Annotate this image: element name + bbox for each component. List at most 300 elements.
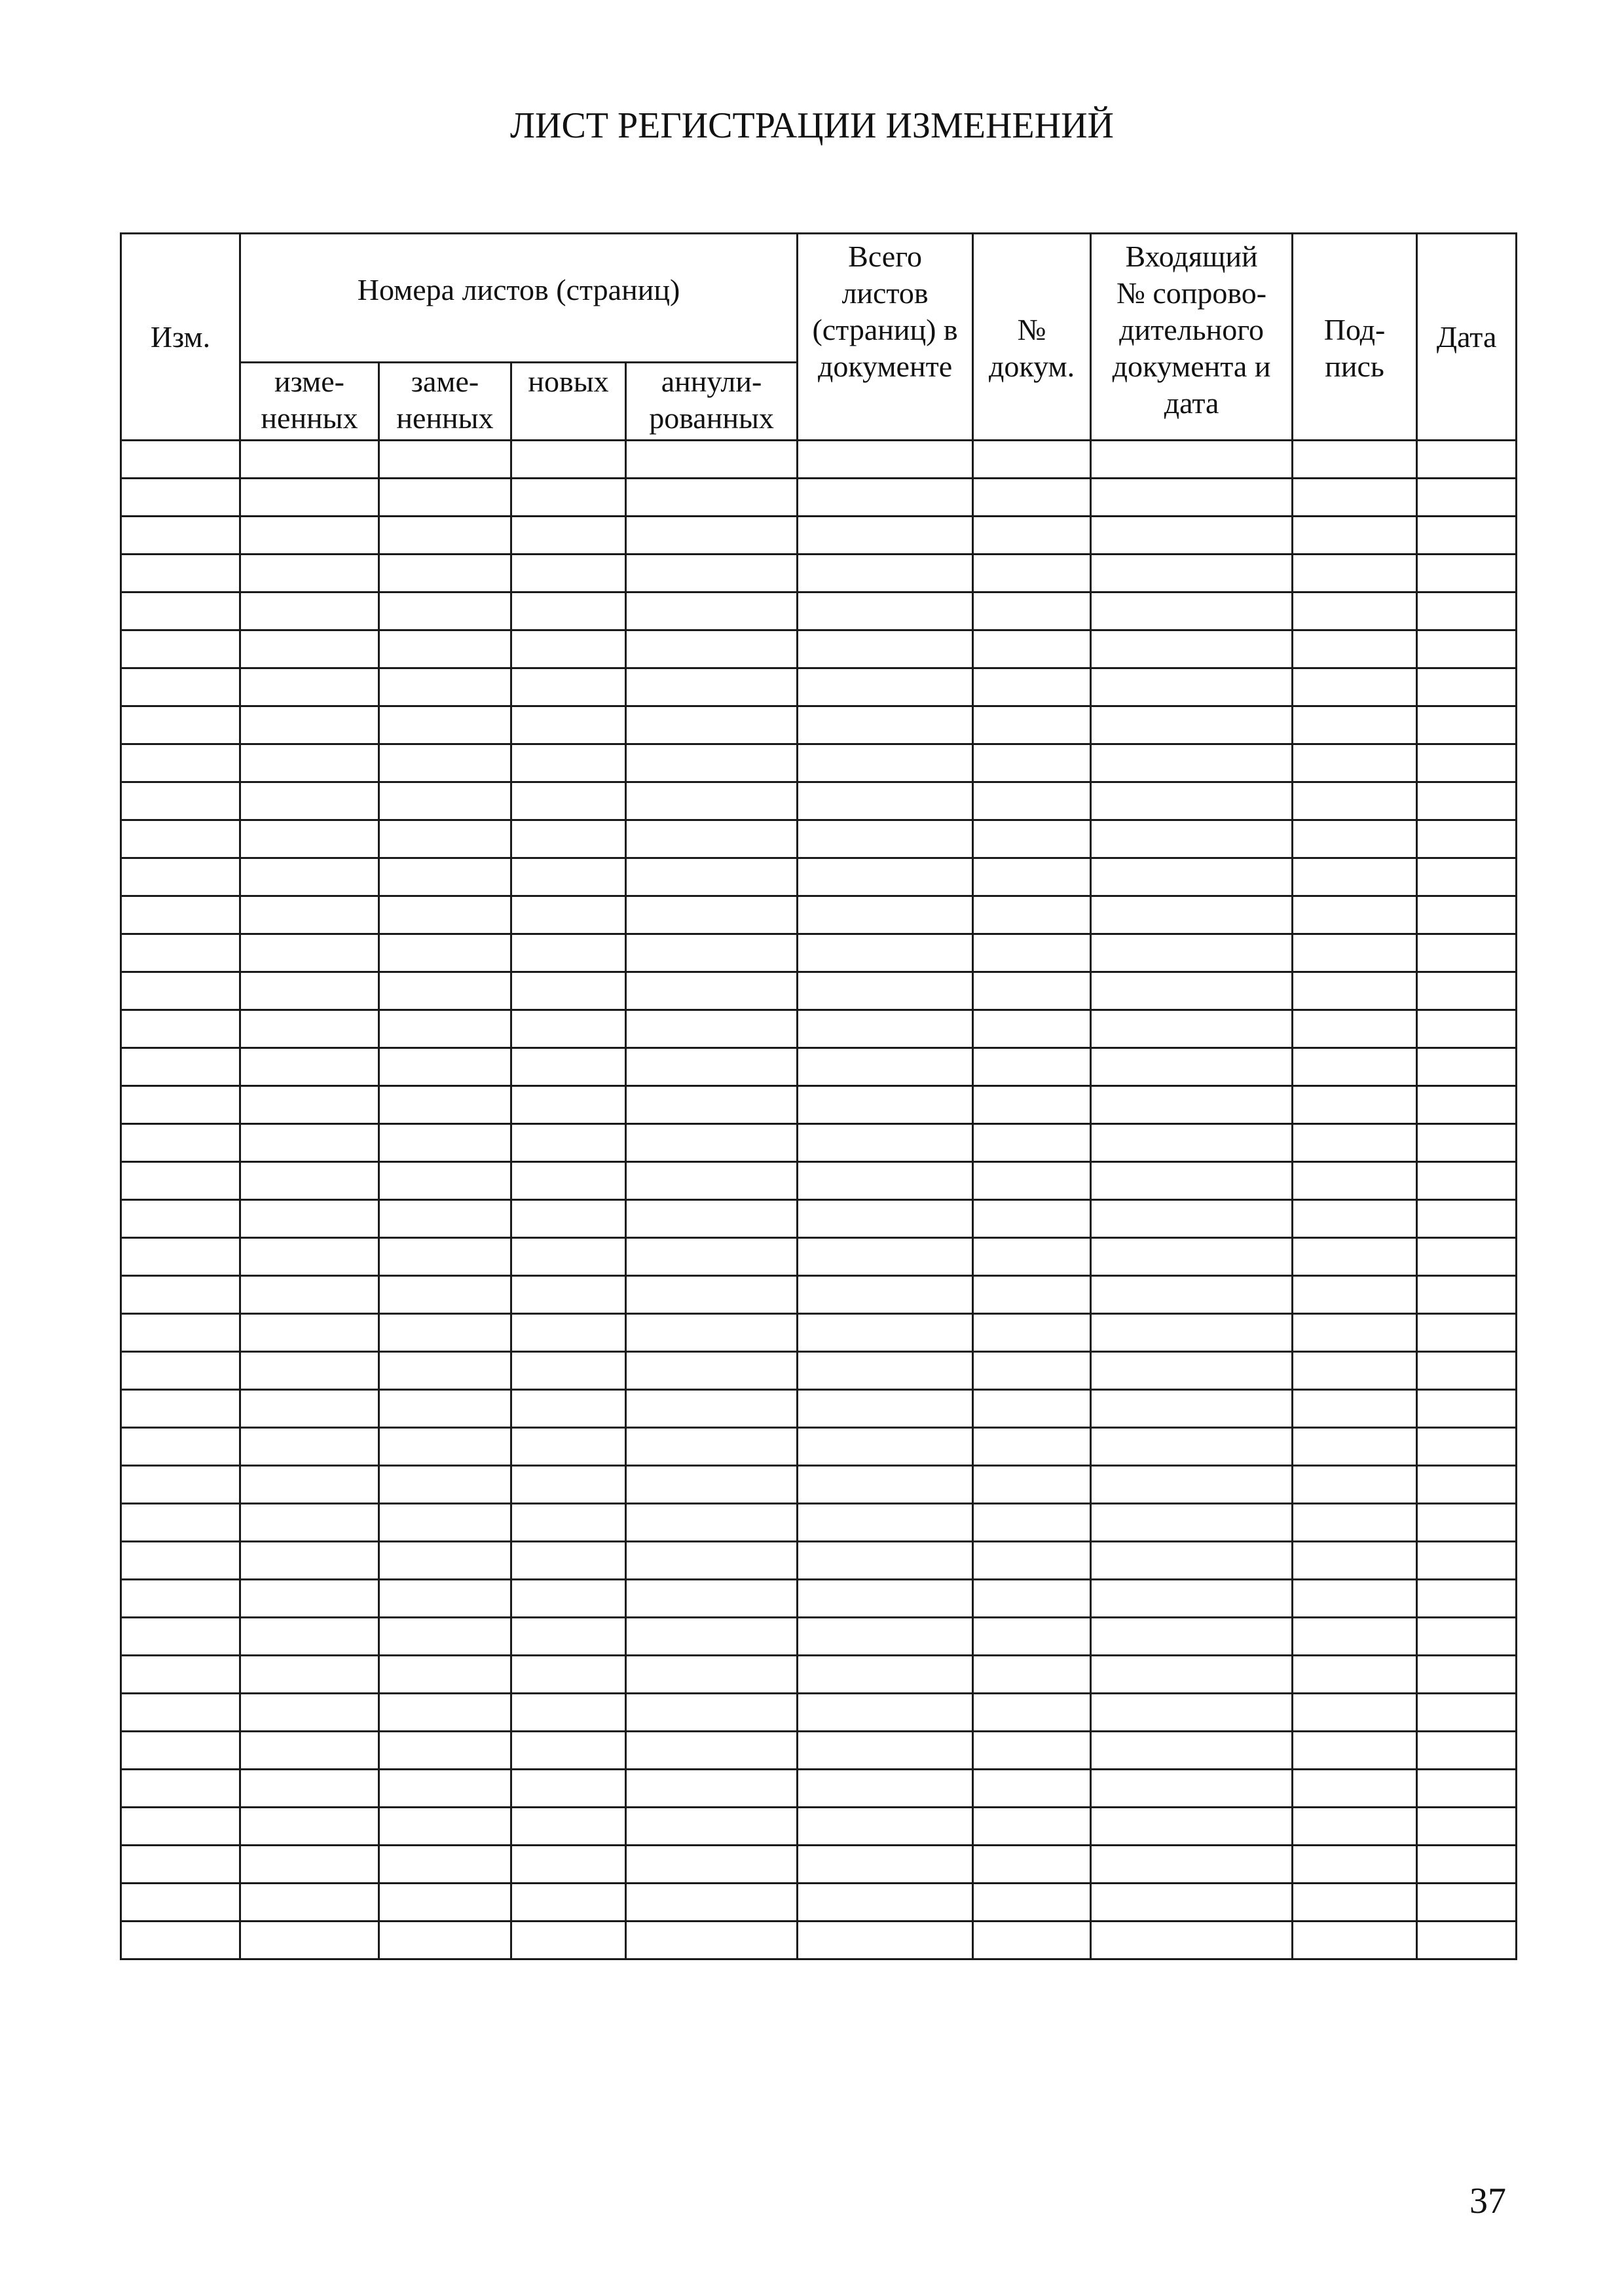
table-cell [511, 934, 626, 972]
table-cell [973, 1884, 1091, 1922]
header-doc-number [973, 234, 1091, 441]
table-cell [1293, 972, 1417, 1010]
table-cell [379, 1010, 511, 1048]
table-cell [511, 668, 626, 706]
table-cell [798, 1580, 973, 1618]
table-cell [1293, 1390, 1417, 1428]
table-cell [240, 1884, 379, 1922]
table-cell [1417, 592, 1517, 630]
header-changed [240, 363, 379, 441]
table-cell [511, 1732, 626, 1770]
table-cell [973, 1846, 1091, 1884]
table-row [121, 820, 1517, 858]
table-cell [1091, 858, 1293, 896]
table-cell [379, 1656, 511, 1694]
table-cell [240, 1618, 379, 1656]
table-cell [379, 1846, 511, 1884]
table-row [121, 1770, 1517, 1808]
table-cell [973, 630, 1091, 668]
table-cell [379, 744, 511, 782]
table-cell [1091, 1846, 1293, 1884]
table-cell [973, 1010, 1091, 1048]
table-cell [1091, 630, 1293, 668]
table-cell [240, 1162, 379, 1200]
table-cell [798, 896, 973, 934]
table-cell [973, 1352, 1091, 1390]
table-cell [379, 1732, 511, 1770]
table-cell [1091, 1580, 1293, 1618]
table-cell [240, 1086, 379, 1124]
table-cell [511, 1428, 626, 1466]
table-cell [798, 1770, 973, 1808]
table-cell [626, 1162, 798, 1200]
table-cell [1091, 1086, 1293, 1124]
header-changed-line: изме- [274, 365, 344, 398]
table-cell [1293, 668, 1417, 706]
header-incoming-doc-line: дительного [1119, 313, 1264, 346]
table-cell [240, 744, 379, 782]
table-cell [1417, 820, 1517, 858]
table-cell [1417, 1314, 1517, 1352]
table-cell [379, 1504, 511, 1542]
table-cell [1417, 1808, 1517, 1846]
table-cell [379, 1466, 511, 1504]
table-cell [240, 782, 379, 820]
table-cell [798, 1238, 973, 1276]
table-cell [798, 934, 973, 972]
table-cell [1417, 1200, 1517, 1238]
table-cell [379, 1390, 511, 1428]
table-cell [1293, 1314, 1417, 1352]
table-cell [379, 896, 511, 934]
table-row [121, 1428, 1517, 1466]
table-cell [511, 1580, 626, 1618]
header-incoming-doc-line: Входящий [1125, 240, 1258, 273]
table-row [121, 1086, 1517, 1124]
table-cell [121, 1086, 240, 1124]
header-signature [1293, 234, 1417, 441]
table-cell [626, 1314, 798, 1352]
table-cell [1091, 1504, 1293, 1542]
table-cell [511, 858, 626, 896]
table-cell [379, 1428, 511, 1466]
table-cell [121, 1580, 240, 1618]
table-cell [1417, 1542, 1517, 1580]
table-cell [240, 1580, 379, 1618]
table-row [121, 782, 1517, 820]
table-cell [626, 934, 798, 972]
table-cell [973, 1732, 1091, 1770]
table-cell [121, 1466, 240, 1504]
table-cell [379, 555, 511, 592]
header-signature-line: Под- [1323, 313, 1386, 346]
table-cell [1293, 934, 1417, 972]
table-cell [973, 1124, 1091, 1162]
table-cell [1091, 1162, 1293, 1200]
table-cell [1417, 1466, 1517, 1504]
table-cell [798, 1694, 973, 1732]
table-cell [121, 1390, 240, 1428]
table-cell [511, 1656, 626, 1694]
table-cell [798, 1162, 973, 1200]
table-cell [511, 1162, 626, 1200]
table-cell [1091, 1542, 1293, 1580]
table-cell [121, 1656, 240, 1694]
table-cell [379, 820, 511, 858]
table-cell [798, 1010, 973, 1048]
table-cell [626, 1504, 798, 1542]
table-cell [626, 1238, 798, 1276]
table-cell [1293, 1656, 1417, 1694]
table-cell [973, 1656, 1091, 1694]
header-incoming-doc-line: дата [1164, 386, 1219, 420]
header-annulled-line: рованных [649, 401, 774, 435]
table-cell [121, 706, 240, 744]
table-cell [511, 1884, 626, 1922]
table-cell [121, 555, 240, 592]
table-cell [1091, 1732, 1293, 1770]
table-cell [626, 1086, 798, 1124]
table-row [121, 1656, 1517, 1694]
table-cell [511, 820, 626, 858]
table-cell [511, 1048, 626, 1086]
header-changed-line: ненных [261, 401, 358, 435]
header-incoming-doc-line: документа и [1112, 350, 1271, 383]
table-cell [240, 1846, 379, 1884]
table-cell [973, 1542, 1091, 1580]
table-cell [626, 820, 798, 858]
table-cell [240, 1048, 379, 1086]
table-cell [1417, 972, 1517, 1010]
table-cell [511, 1466, 626, 1504]
table-row [121, 1124, 1517, 1162]
table-cell [626, 1542, 798, 1580]
table-cell [1293, 1276, 1417, 1314]
table-row [121, 1010, 1517, 1048]
table-cell [240, 934, 379, 972]
table-cell [511, 1276, 626, 1314]
table-cell [121, 1732, 240, 1770]
table-cell [121, 1846, 240, 1884]
table-cell [379, 1162, 511, 1200]
table-cell [973, 1770, 1091, 1808]
table-cell [973, 555, 1091, 592]
table-cell [798, 1428, 973, 1466]
table-cell [973, 1694, 1091, 1732]
table-cell [626, 1390, 798, 1428]
table-cell [973, 479, 1091, 517]
table-cell [626, 479, 798, 517]
table-cell [626, 782, 798, 820]
page-number: 37 [1469, 2181, 1506, 2221]
table-row [121, 1732, 1517, 1770]
table-row [121, 1694, 1517, 1732]
table-cell [626, 441, 798, 479]
table-cell [1293, 1010, 1417, 1048]
table-cell [1091, 555, 1293, 592]
header-date: Дата [1417, 234, 1517, 441]
table-cell [626, 668, 798, 706]
table-cell [1091, 1010, 1293, 1048]
table-cell [121, 1694, 240, 1732]
table-cell [1293, 592, 1417, 630]
table-cell [1293, 555, 1417, 592]
table-cell [973, 668, 1091, 706]
table-cell [379, 668, 511, 706]
table-row [121, 1466, 1517, 1504]
table-cell [798, 1656, 973, 1694]
table-cell [798, 1200, 973, 1238]
table-cell [1293, 820, 1417, 858]
table-cell [798, 1808, 973, 1846]
table-cell [1417, 1276, 1517, 1314]
table-cell [973, 1276, 1091, 1314]
table-cell [379, 479, 511, 517]
table-cell [798, 706, 973, 744]
table-cell [121, 1200, 240, 1238]
table-cell [1293, 1162, 1417, 1200]
table-cell [1417, 1352, 1517, 1390]
table-cell [798, 441, 973, 479]
table-cell [240, 592, 379, 630]
table-cell [1417, 1086, 1517, 1124]
table-cell [626, 1010, 798, 1048]
table-cell [379, 630, 511, 668]
table-row [121, 1276, 1517, 1314]
table-cell [1091, 1390, 1293, 1428]
table-row [121, 1846, 1517, 1884]
header-total-sheets-line: документе [817, 350, 953, 383]
table-cell [121, 1352, 240, 1390]
table-cell [626, 1808, 798, 1846]
table-cell [1293, 1428, 1417, 1466]
header-doc-number-line: № [1017, 313, 1046, 346]
table-cell [626, 630, 798, 668]
table-row [121, 896, 1517, 934]
table-cell [1417, 706, 1517, 744]
table-cell [121, 668, 240, 706]
table-cell [626, 706, 798, 744]
table-cell [511, 1618, 626, 1656]
table-cell [626, 858, 798, 896]
table-cell [798, 1732, 973, 1770]
table-cell [973, 1808, 1091, 1846]
table-cell [626, 972, 798, 1010]
header-replaced [379, 363, 511, 441]
table-cell [1091, 1770, 1293, 1808]
table-cell [121, 782, 240, 820]
table-cell [798, 1390, 973, 1428]
table-cell [1091, 1276, 1293, 1314]
table-cell [1091, 1884, 1293, 1922]
table-cell [1091, 1048, 1293, 1086]
table-cell [1293, 1580, 1417, 1618]
table-cell [1091, 1200, 1293, 1238]
table-cell [240, 972, 379, 1010]
table-cell [626, 1048, 798, 1086]
header-total-sheets-line: Всего [848, 240, 922, 273]
table-row [121, 1200, 1517, 1238]
table-cell [240, 1656, 379, 1694]
table-cell [511, 479, 626, 517]
table-cell [121, 1922, 240, 1959]
table-cell [379, 1580, 511, 1618]
table-cell [1417, 1504, 1517, 1542]
table-cell [511, 555, 626, 592]
table-cell [240, 820, 379, 858]
header-doc-number-line: докум. [988, 350, 1075, 383]
table-cell [1417, 668, 1517, 706]
table-cell [1091, 706, 1293, 744]
table-cell [511, 592, 626, 630]
table-cell [1091, 1808, 1293, 1846]
table-cell [1417, 1580, 1517, 1618]
table-cell [379, 706, 511, 744]
table-cell [1293, 858, 1417, 896]
table-cell [973, 744, 1091, 782]
table-cell [973, 1314, 1091, 1352]
table-cell [1091, 934, 1293, 972]
table-cell [379, 1352, 511, 1390]
table-cell [1417, 1656, 1517, 1694]
table-cell [511, 1124, 626, 1162]
table-cell [973, 1428, 1091, 1466]
table-cell [1293, 1200, 1417, 1238]
table-cell [379, 1542, 511, 1580]
table-cell [121, 934, 240, 972]
table-cell [121, 1542, 240, 1580]
table-cell [798, 1466, 973, 1504]
table-cell [798, 1124, 973, 1162]
table-cell [973, 934, 1091, 972]
table-cell [798, 517, 973, 555]
header-izm: Изм. [121, 234, 240, 441]
table-cell [121, 441, 240, 479]
table-cell [511, 896, 626, 934]
table-cell [379, 782, 511, 820]
table-cell [240, 1428, 379, 1466]
table-cell [1417, 630, 1517, 668]
table-cell [626, 1580, 798, 1618]
table-cell [121, 592, 240, 630]
table-cell [511, 1846, 626, 1884]
table-cell [1293, 1542, 1417, 1580]
table-cell [626, 744, 798, 782]
table-cell [511, 1694, 626, 1732]
table-cell [121, 1314, 240, 1352]
header-sheet-numbers: Номера листов (страниц) [240, 234, 798, 363]
table-cell [798, 1314, 973, 1352]
table-cell [511, 1808, 626, 1846]
table-row [121, 1618, 1517, 1656]
table-cell [240, 555, 379, 592]
table-cell [240, 1808, 379, 1846]
table-cell [626, 1922, 798, 1959]
table-cell [240, 858, 379, 896]
table-cell [973, 972, 1091, 1010]
table-cell [240, 517, 379, 555]
table-cell [121, 1770, 240, 1808]
table-cell [240, 1694, 379, 1732]
table-cell [973, 820, 1091, 858]
table-cell [121, 1162, 240, 1200]
table-cell [1417, 1390, 1517, 1428]
table-cell [240, 630, 379, 668]
table-cell [1293, 630, 1417, 668]
table-cell [240, 1542, 379, 1580]
table-cell [240, 1770, 379, 1808]
table-cell [121, 1428, 240, 1466]
header-replaced-line: ненных [396, 401, 494, 435]
table-cell [1091, 782, 1293, 820]
table-cell [121, 1276, 240, 1314]
table-row [121, 934, 1517, 972]
header-incoming-doc [1091, 234, 1293, 441]
table-row [121, 1238, 1517, 1276]
table-cell [973, 1618, 1091, 1656]
table-cell [1091, 1922, 1293, 1959]
table-cell [626, 1770, 798, 1808]
table-row [121, 1580, 1517, 1618]
table-cell [798, 1276, 973, 1314]
table-cell [240, 896, 379, 934]
table-cell [1417, 441, 1517, 479]
table-cell [798, 1048, 973, 1086]
table-cell [1417, 1694, 1517, 1732]
table-cell [626, 1428, 798, 1466]
table-cell [511, 744, 626, 782]
table-cell [1091, 668, 1293, 706]
table-cell [1091, 972, 1293, 1010]
table-cell [973, 1086, 1091, 1124]
table-cell [1417, 1428, 1517, 1466]
table-cell [1091, 820, 1293, 858]
table-cell [1293, 517, 1417, 555]
table-cell [121, 1808, 240, 1846]
table-cell [511, 1504, 626, 1542]
table-cell [121, 1010, 240, 1048]
table-cell [379, 1314, 511, 1352]
table-row [121, 668, 1517, 706]
table-cell [511, 1314, 626, 1352]
register-body [121, 441, 1517, 1959]
table-row [121, 441, 1517, 479]
table-cell [121, 517, 240, 555]
table-row [121, 1542, 1517, 1580]
table-cell [1293, 1770, 1417, 1808]
table-cell [1417, 479, 1517, 517]
table-cell [1091, 1466, 1293, 1504]
table-row [121, 1352, 1517, 1390]
table-cell [240, 1238, 379, 1276]
header-total-sheets-line: листов [841, 276, 929, 310]
table-cell [379, 1200, 511, 1238]
table-cell [511, 972, 626, 1010]
table-cell [798, 1922, 973, 1959]
table-cell [1293, 1466, 1417, 1504]
table-cell [240, 1314, 379, 1352]
table-cell [121, 1048, 240, 1086]
table-cell [973, 1390, 1091, 1428]
table-cell [379, 1238, 511, 1276]
table-cell [973, 1922, 1091, 1959]
table-cell [379, 1694, 511, 1732]
table-cell [1417, 1238, 1517, 1276]
table-cell [973, 1162, 1091, 1200]
table-row [121, 1504, 1517, 1542]
table-cell [121, 479, 240, 517]
table-cell [1417, 517, 1517, 555]
